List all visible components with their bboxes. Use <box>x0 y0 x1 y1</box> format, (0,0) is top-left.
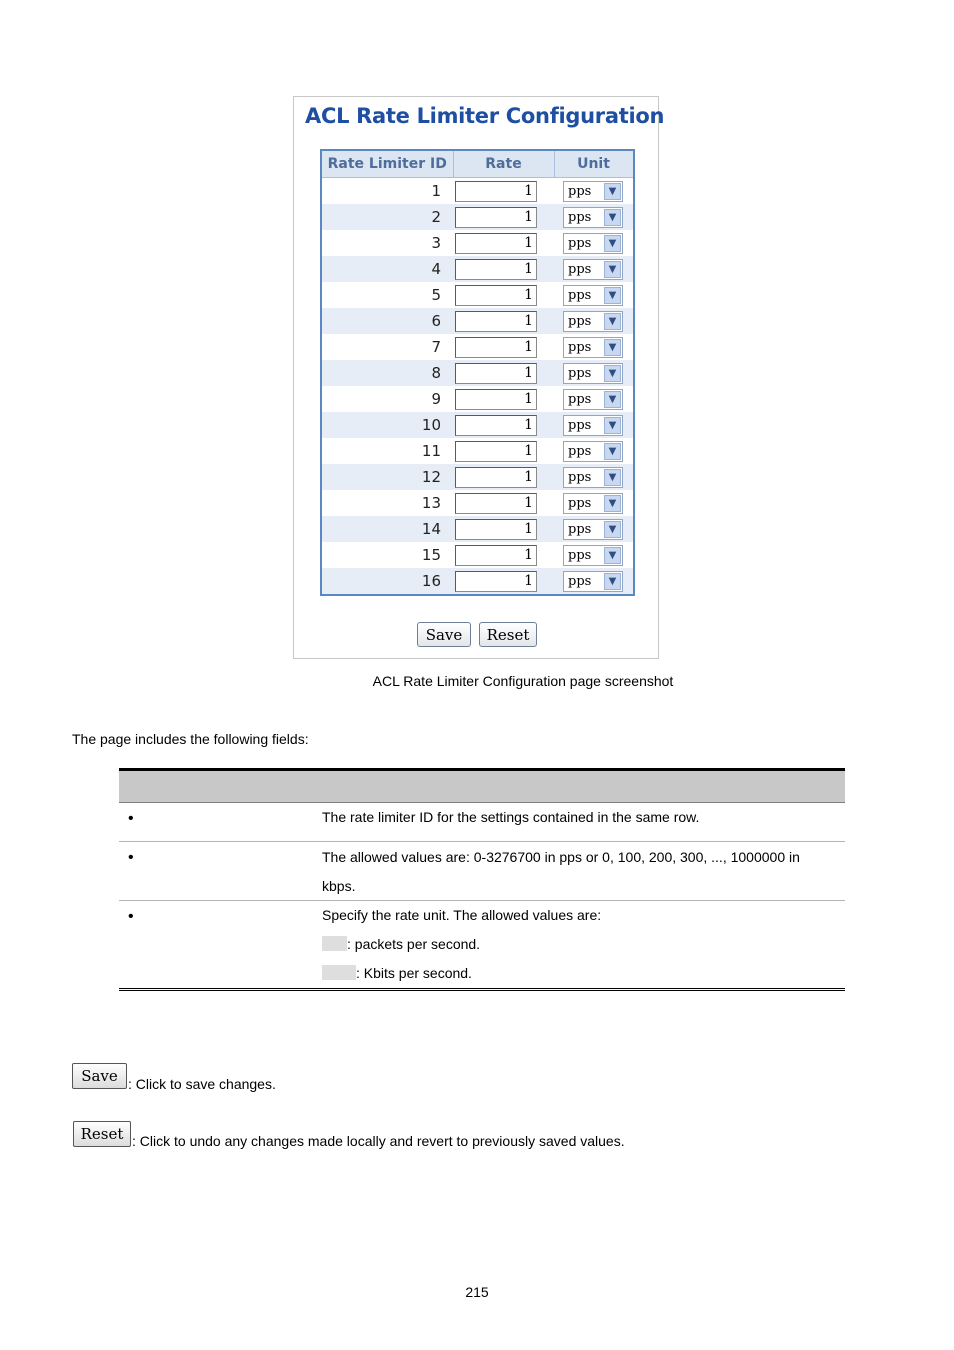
screenshot-frame <box>293 96 665 659</box>
chevron-down-icon[interactable]: ▼ <box>604 287 621 304</box>
unit-selected-value: pps <box>568 235 592 251</box>
rate-input[interactable] <box>455 441 537 462</box>
rate-limiter-id: 16 <box>321 568 453 595</box>
rate-cell <box>453 412 554 438</box>
rate-cell <box>453 178 554 205</box>
unit-cell <box>554 282 634 308</box>
bullet-icon: • <box>128 849 134 866</box>
chevron-down-icon[interactable]: ▼ <box>604 183 621 200</box>
rate-cell <box>453 568 554 595</box>
chevron-down-icon[interactable]: ▼ <box>604 547 621 564</box>
unit-cell <box>554 490 634 516</box>
table-row <box>321 386 634 412</box>
unit-cell <box>554 386 634 412</box>
rate-limiter-id: 3 <box>321 230 453 256</box>
table-row <box>321 204 634 230</box>
unit-selected-value: pps <box>568 521 592 537</box>
fields-table-header <box>119 770 845 803</box>
chevron-down-icon[interactable]: ▼ <box>604 469 621 486</box>
rate-limiter-id: 2 <box>321 204 453 230</box>
unit-select[interactable] <box>563 207 623 228</box>
chevron-down-icon[interactable]: ▼ <box>604 313 621 330</box>
unit-select[interactable] <box>563 545 623 566</box>
chevron-down-icon[interactable]: ▼ <box>604 443 621 460</box>
field-row <box>119 803 845 842</box>
rate-limiter-id: 9 <box>321 386 453 412</box>
unit-select[interactable] <box>563 337 623 358</box>
page-title: ACL Rate Limiter Configuration <box>305 104 665 128</box>
rate-cell <box>453 308 554 334</box>
unit-cell <box>554 204 634 230</box>
rate-limiter-id: 8 <box>321 360 453 386</box>
save-description: : Click to save changes. <box>128 1076 276 1092</box>
unit-cell <box>554 178 634 205</box>
unit-select[interactable] <box>563 259 623 280</box>
unit-select[interactable] <box>563 415 623 436</box>
rate-input[interactable] <box>455 337 537 358</box>
unit-selected-value: pps <box>568 209 592 225</box>
rate-limiter-id: 7 <box>321 334 453 360</box>
chevron-down-icon[interactable]: ▼ <box>604 391 621 408</box>
column-header-unit: Unit <box>554 150 634 178</box>
rate-cell <box>453 542 554 568</box>
unit-cell <box>554 360 634 386</box>
save-button[interactable]: Save <box>417 622 471 647</box>
chevron-down-icon[interactable]: ▼ <box>604 573 621 590</box>
rate-cell <box>453 386 554 412</box>
field-description <box>322 803 845 832</box>
unit-select[interactable] <box>563 311 623 332</box>
chevron-down-icon[interactable]: ▼ <box>604 209 621 226</box>
unit-cell <box>554 516 634 542</box>
chevron-down-icon[interactable]: ▼ <box>604 235 621 252</box>
option-name-chip <box>322 936 347 951</box>
rate-limiter-id: 15 <box>321 542 453 568</box>
unit-cell <box>554 542 634 568</box>
table-row <box>321 464 634 490</box>
unit-select[interactable] <box>563 519 623 540</box>
rate-input[interactable] <box>455 571 537 592</box>
rate-limiter-table <box>320 149 635 596</box>
unit-select[interactable] <box>563 285 623 306</box>
unit-selected-value: pps <box>568 339 592 355</box>
rate-input[interactable] <box>455 285 537 306</box>
rate-cell <box>453 490 554 516</box>
unit-select[interactable] <box>563 181 623 202</box>
unit-select[interactable] <box>563 441 623 462</box>
table-body <box>321 178 634 596</box>
unit-selected-value: pps <box>568 417 592 433</box>
table-row <box>321 438 634 464</box>
table-row <box>321 490 634 516</box>
rate-cell <box>453 464 554 490</box>
table-row <box>321 412 634 438</box>
chevron-down-icon[interactable]: ▼ <box>604 417 621 434</box>
table-row <box>321 334 634 360</box>
rate-input[interactable] <box>455 467 537 488</box>
unit-cell <box>554 334 634 360</box>
rate-limiter-id: 6 <box>321 308 453 334</box>
unit-selected-value: pps <box>568 313 592 329</box>
field-description-line: The rate limiter ID for the settings contained in the same row. <box>322 809 700 825</box>
rate-limiter-id: 10 <box>321 412 453 438</box>
field-option-line: : Kbits per second. <box>322 959 825 988</box>
reset-button[interactable]: Reset <box>479 622 537 647</box>
table-row <box>321 178 634 205</box>
rate-limiter-id: 12 <box>321 464 453 490</box>
table-row <box>321 360 634 386</box>
rate-cell <box>453 334 554 360</box>
unit-selected-value: pps <box>568 573 592 589</box>
rate-cell <box>453 204 554 230</box>
chevron-down-icon[interactable]: ▼ <box>604 495 621 512</box>
unit-selected-value: pps <box>568 183 592 199</box>
unit-cell <box>554 464 634 490</box>
figure-caption: ACL Rate Limiter Configuration page screenshot <box>372 673 674 689</box>
rate-limiter-id: 4 <box>321 256 453 282</box>
rate-limiter-id: 11 <box>321 438 453 464</box>
table-row <box>321 542 634 568</box>
table-row <box>321 282 634 308</box>
unit-select[interactable] <box>563 233 623 254</box>
rate-input[interactable] <box>455 389 537 410</box>
rate-input[interactable] <box>455 181 537 202</box>
unit-selected-value: pps <box>568 443 592 459</box>
chevron-down-icon[interactable]: ▼ <box>604 339 621 356</box>
unit-cell <box>554 256 634 282</box>
rate-cell <box>453 438 554 464</box>
field-row <box>119 901 845 988</box>
table-row <box>321 568 634 595</box>
table-row <box>321 230 634 256</box>
rate-cell <box>453 282 554 308</box>
reset-description: : Click to undo any changes made locally and revert to previously saved values. <box>132 1133 625 1149</box>
unit-selected-value: pps <box>568 495 592 511</box>
field-option-line: : packets per second. <box>322 930 825 959</box>
unit-selected-value: pps <box>568 391 592 407</box>
column-header-rate: Rate <box>453 150 554 178</box>
save-button-image[interactable]: Save <box>72 1063 127 1089</box>
rate-limiter-id: 1 <box>321 178 453 205</box>
rate-input[interactable] <box>455 545 537 566</box>
rate-cell <box>453 360 554 386</box>
unit-selected-value: pps <box>568 287 592 303</box>
table-header-row <box>321 150 634 178</box>
unit-selected-value: pps <box>568 547 592 563</box>
rate-limiter-id: 13 <box>321 490 453 516</box>
unit-select[interactable] <box>563 389 623 410</box>
chevron-down-icon[interactable]: ▼ <box>604 365 621 382</box>
table-row <box>321 256 634 282</box>
page-number: 215 <box>465 1284 489 1300</box>
chevron-down-icon[interactable]: ▼ <box>604 261 621 278</box>
rate-input[interactable] <box>455 415 537 436</box>
bullet-icon: • <box>128 908 134 925</box>
rate-input[interactable] <box>455 207 537 228</box>
rate-input[interactable] <box>455 363 537 384</box>
unit-cell <box>554 412 634 438</box>
field-description-line: Specify the rate unit. The allowed values are: <box>322 907 602 923</box>
unit-select[interactable] <box>563 467 623 488</box>
unit-cell <box>554 438 634 464</box>
chevron-down-icon[interactable]: ▼ <box>604 521 621 538</box>
unit-selected-value: pps <box>568 261 592 277</box>
intro-text: The page includes the following fields: <box>72 731 309 747</box>
field-description <box>322 901 845 988</box>
rate-limiter-id: 5 <box>321 282 453 308</box>
table-row <box>321 516 634 542</box>
field-description <box>322 842 845 901</box>
rate-cell <box>453 230 554 256</box>
rate-limiter-id: 14 <box>321 516 453 542</box>
unit-select[interactable] <box>563 571 623 592</box>
rate-input[interactable] <box>455 233 537 254</box>
unit-selected-value: pps <box>568 365 592 381</box>
table-row <box>321 308 634 334</box>
unit-selected-value: pps <box>568 469 592 485</box>
reset-button-image[interactable]: Reset <box>73 1121 131 1147</box>
field-description-line: kbps. <box>322 878 356 894</box>
column-header-id: Rate Limiter ID <box>321 150 453 178</box>
rate-input[interactable] <box>455 519 537 540</box>
bullet-icon: • <box>128 810 134 827</box>
field-description-line: The allowed values are: 0-3276700 in pps or 0, 100, 200, 300, ..., 1000000 in <box>322 849 800 865</box>
rate-input[interactable] <box>455 493 537 514</box>
unit-cell <box>554 230 634 256</box>
unit-cell <box>554 568 634 595</box>
rate-input[interactable] <box>455 259 537 280</box>
fields-table <box>119 768 845 991</box>
option-name-chip <box>322 965 356 980</box>
rate-cell <box>453 516 554 542</box>
unit-select[interactable] <box>563 363 623 384</box>
rate-cell <box>453 256 554 282</box>
unit-cell <box>554 308 634 334</box>
field-row <box>119 842 845 901</box>
rate-input[interactable] <box>455 311 537 332</box>
unit-select[interactable] <box>563 493 623 514</box>
